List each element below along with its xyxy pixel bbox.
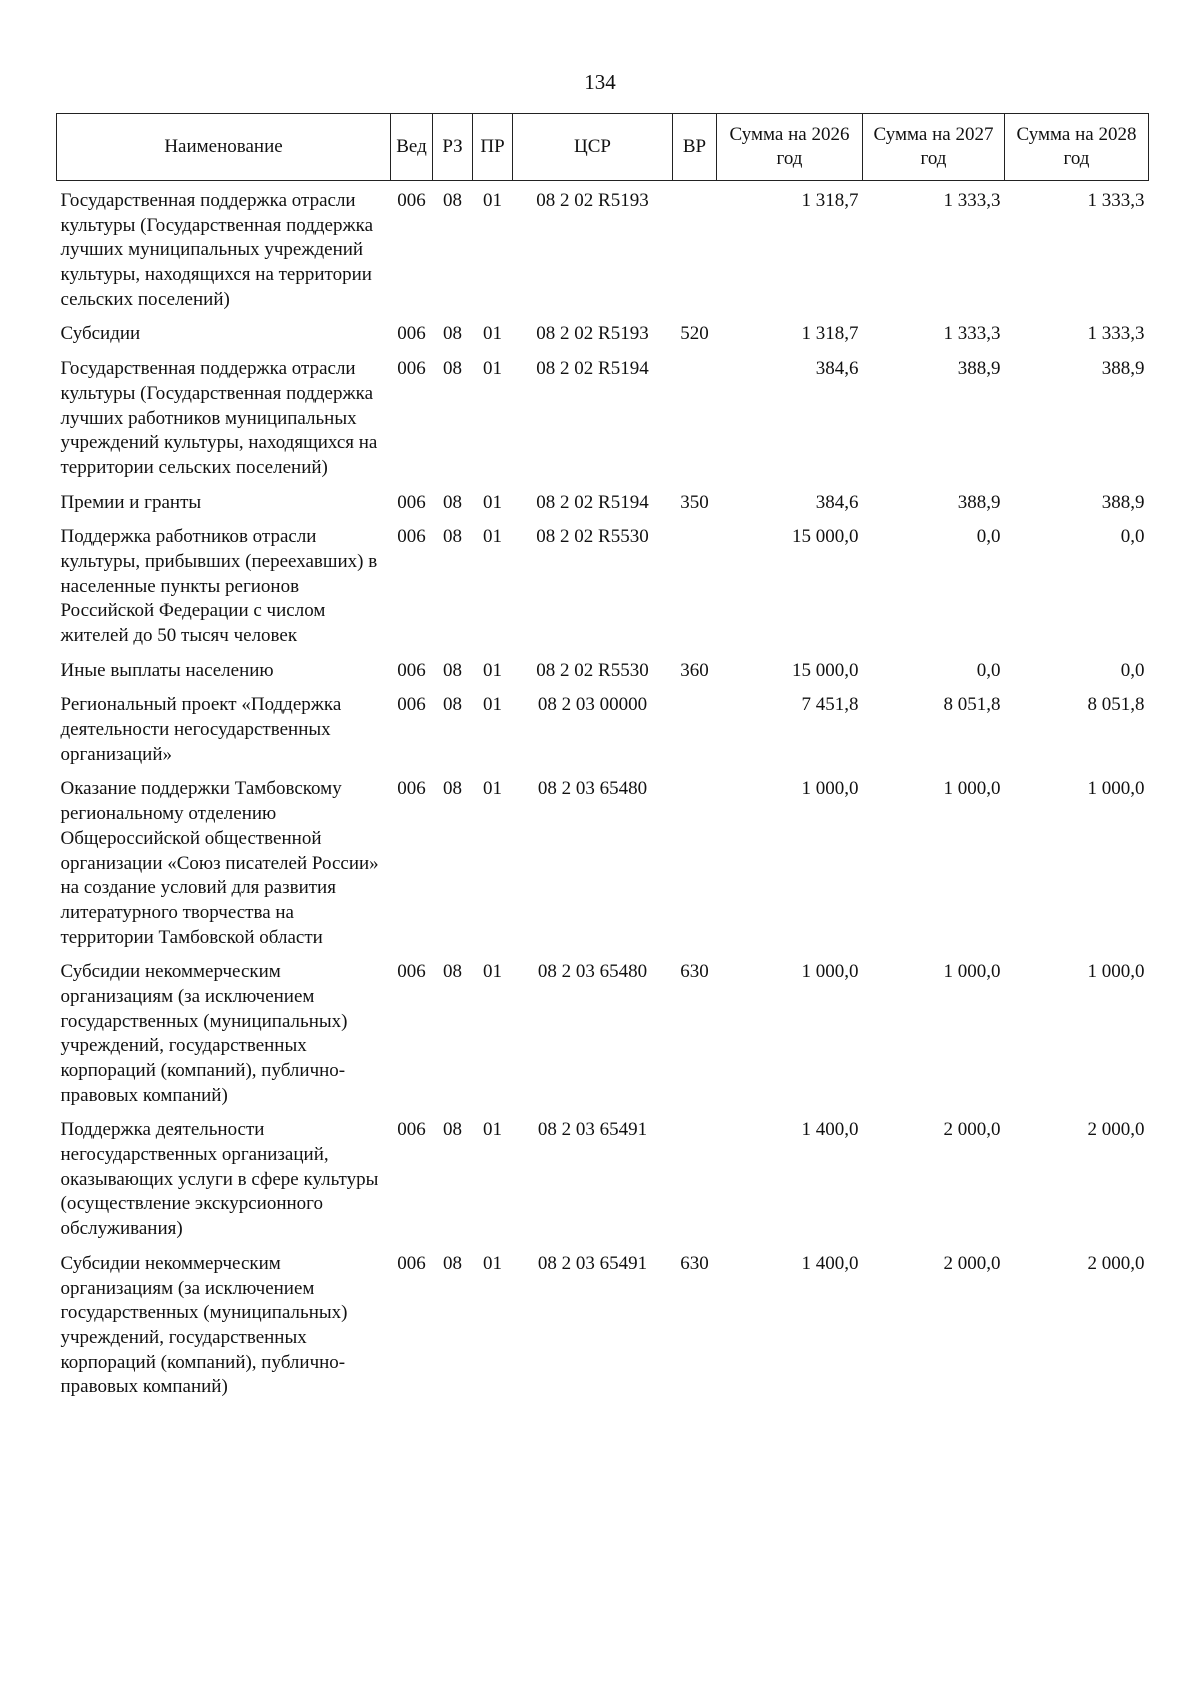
cell-sum-2027: 0,0 xyxy=(976,526,1001,548)
cell-sum-2027: 2 000,0 xyxy=(943,1119,1001,1141)
cell-name: Премии и гранты xyxy=(60,491,202,513)
header-pr: ПР xyxy=(473,114,513,181)
table-row xyxy=(57,483,1149,518)
header-ved: Вед xyxy=(391,114,433,181)
table-row xyxy=(57,1110,1149,1243)
cell-ved: 006 xyxy=(397,1252,426,1274)
cell-rz: 08 xyxy=(443,323,462,345)
table-row xyxy=(57,1244,1149,1402)
cell-sum-2026: 1 400,0 xyxy=(801,1252,859,1274)
header-name: Наименование xyxy=(57,114,391,181)
cell-ved: 006 xyxy=(397,778,426,800)
cell-ved: 006 xyxy=(397,358,426,380)
cell-sum-2028: 388,9 xyxy=(1101,358,1145,380)
cell-pr: 01 xyxy=(483,358,502,380)
cell-name: Субсидии некоммерческим организациям (за исключением государственных (муниципальных) учреждений, государственных корпораций (компаний), публично-правовых компаний) xyxy=(60,961,348,1106)
cell-pr: 01 xyxy=(483,694,502,716)
cell-sum-2027: 1 333,3 xyxy=(943,190,1001,211)
table-row xyxy=(57,952,1149,1110)
cell-ved: 006 xyxy=(397,659,426,681)
cell-csr: 08 2 03 65480 xyxy=(537,778,648,800)
cell-name: Государственная поддержка отрасли культуры (Государственная поддержка лучших муниципальных учреждений культуры, находящихся на территории сельских поселений) xyxy=(60,190,373,310)
cell-sum-2026: 1 318,7 xyxy=(801,323,859,345)
table-row xyxy=(57,181,1149,315)
budget-table xyxy=(56,113,1149,1402)
table-row xyxy=(57,651,1149,686)
cell-rz: 08 xyxy=(443,659,462,681)
cell-vr: 630 xyxy=(680,1252,709,1274)
cell-name: Субсидии некоммерческим организациям (за исключением государственных (муниципальных) учреждений, государственных корпораций (компаний), публично-правовых компаний) xyxy=(60,1252,348,1398)
header-sum-2028: Сумма на 2028 год xyxy=(1005,114,1149,181)
cell-vr: 520 xyxy=(680,323,709,345)
cell-sum-2028: 1 000,0 xyxy=(1087,778,1145,800)
cell-sum-2027: 8 051,8 xyxy=(943,694,1001,716)
cell-rz: 08 xyxy=(443,961,462,983)
cell-name: Государственная поддержка отрасли культуры (Государственная поддержка лучших работников муниципальных учреждений культуры, находящихся на территории сельских поселений) xyxy=(60,358,378,478)
header-sum-2026: Сумма на 2026 год xyxy=(717,114,863,181)
cell-sum-2026: 384,6 xyxy=(815,491,859,513)
cell-ved: 006 xyxy=(397,1119,426,1141)
cell-pr: 01 xyxy=(483,778,502,800)
cell-pr: 01 xyxy=(483,190,502,211)
table-header-row xyxy=(57,114,1149,181)
cell-csr: 08 2 02 R5193 xyxy=(536,323,649,345)
table-row xyxy=(57,517,1149,650)
cell-sum-2027: 1 000,0 xyxy=(943,961,1001,983)
table-row xyxy=(57,349,1149,482)
cell-csr: 08 2 03 65480 xyxy=(537,961,648,983)
cell-rz: 08 xyxy=(443,1252,462,1274)
cell-sum-2027: 2 000,0 xyxy=(943,1252,1001,1274)
cell-ved: 006 xyxy=(397,323,426,345)
cell-vr: 350 xyxy=(680,491,709,513)
cell-pr: 01 xyxy=(483,659,502,681)
cell-sum-2026: 1 000,0 xyxy=(801,778,859,800)
cell-rz: 08 xyxy=(443,526,462,548)
cell-sum-2026: 384,6 xyxy=(815,358,859,380)
header-vr: ВР xyxy=(673,114,717,181)
cell-sum-2028: 8 051,8 xyxy=(1087,694,1145,716)
table-row xyxy=(57,685,1149,769)
cell-pr: 01 xyxy=(483,1119,502,1141)
cell-sum-2028: 2 000,0 xyxy=(1087,1252,1145,1274)
cell-vr xyxy=(673,769,717,952)
cell-sum-2027: 1 333,3 xyxy=(943,323,1001,345)
cell-sum-2026: 1 000,0 xyxy=(801,961,859,983)
page-number: 134 xyxy=(584,70,616,94)
cell-ved: 006 xyxy=(397,491,426,513)
table-body xyxy=(57,181,1149,1402)
cell-rz: 08 xyxy=(443,694,462,716)
cell-csr: 08 2 02 R5193 xyxy=(536,190,649,211)
cell-sum-2027: 388,9 xyxy=(957,491,1001,513)
cell-rz: 08 xyxy=(443,190,462,211)
cell-csr: 08 2 03 00000 xyxy=(537,694,648,716)
cell-name: Иные выплаты населению xyxy=(60,659,274,681)
cell-pr: 01 xyxy=(483,1252,502,1274)
cell-sum-2028: 0,0 xyxy=(1120,659,1145,681)
cell-ved: 006 xyxy=(397,694,426,716)
cell-rz: 08 xyxy=(443,1119,462,1141)
cell-csr: 08 2 02 R5194 xyxy=(536,491,649,513)
cell-vr xyxy=(673,181,717,315)
cell-sum-2026: 15 000,0 xyxy=(792,659,859,681)
cell-rz: 08 xyxy=(443,358,462,380)
cell-pr: 01 xyxy=(483,491,502,513)
cell-pr: 01 xyxy=(483,961,502,983)
cell-sum-2026: 1 318,7 xyxy=(801,190,859,211)
cell-pr: 01 xyxy=(483,323,502,345)
cell-csr: 08 2 02 R5194 xyxy=(536,358,649,380)
cell-sum-2028: 1 333,3 xyxy=(1087,323,1145,345)
cell-sum-2028: 2 000,0 xyxy=(1087,1119,1145,1141)
cell-sum-2026: 15 000,0 xyxy=(792,526,859,548)
cell-name: Поддержка работников отрасли культуры, прибывших (переехавших) в населенные пункты регионов Российской Федерации с числом жителей до 50 тысяч человек xyxy=(60,526,378,646)
header-rz: РЗ xyxy=(433,114,473,181)
header-sum-2027: Сумма на 2027 год xyxy=(863,114,1005,181)
cell-sum-2028: 1 333,3 xyxy=(1087,190,1145,211)
cell-vr: 360 xyxy=(680,659,709,681)
cell-sum-2028: 388,9 xyxy=(1101,491,1145,513)
cell-sum-2028: 1 000,0 xyxy=(1087,961,1145,983)
cell-vr xyxy=(673,1110,717,1243)
cell-csr: 08 2 02 R5530 xyxy=(536,526,649,548)
header-csr: ЦСР xyxy=(513,114,673,181)
cell-rz: 08 xyxy=(443,491,462,513)
table-row xyxy=(57,769,1149,952)
cell-csr: 08 2 03 65491 xyxy=(537,1119,648,1141)
cell-csr: 08 2 03 65491 xyxy=(537,1252,648,1274)
cell-ved: 006 xyxy=(397,526,426,548)
cell-vr xyxy=(673,517,717,650)
cell-name: Оказание поддержки Тамбовскому региональному отделению Общероссийской общественной организации «Союз писателей России» на создание условий для развития литературного творчества на территории Тамбовской области xyxy=(60,778,379,948)
cell-ved: 006 xyxy=(397,190,426,211)
cell-name: Поддержка деятельности негосударственных организаций, оказывающих услуги в сфере культуры (осуществление экскурсионного обслуживания) xyxy=(60,1119,379,1240)
cell-rz: 08 xyxy=(443,778,462,800)
cell-sum-2026: 1 400,0 xyxy=(801,1119,859,1141)
cell-sum-2028: 0,0 xyxy=(1120,526,1145,548)
cell-name: Региональный проект «Поддержка деятельности негосударственных организаций» xyxy=(60,694,342,765)
cell-sum-2026: 7 451,8 xyxy=(801,694,859,716)
cell-vr xyxy=(673,685,717,769)
cell-ved: 006 xyxy=(397,961,426,983)
cell-name: Субсидии xyxy=(60,323,141,345)
cell-sum-2027: 0,0 xyxy=(976,659,1001,681)
cell-vr: 630 xyxy=(680,961,709,983)
cell-sum-2027: 388,9 xyxy=(957,358,1001,380)
table-row xyxy=(57,314,1149,349)
cell-vr xyxy=(673,349,717,482)
cell-sum-2027: 1 000,0 xyxy=(943,778,1001,800)
cell-pr: 01 xyxy=(483,526,502,548)
cell-csr: 08 2 02 R5530 xyxy=(536,659,649,681)
